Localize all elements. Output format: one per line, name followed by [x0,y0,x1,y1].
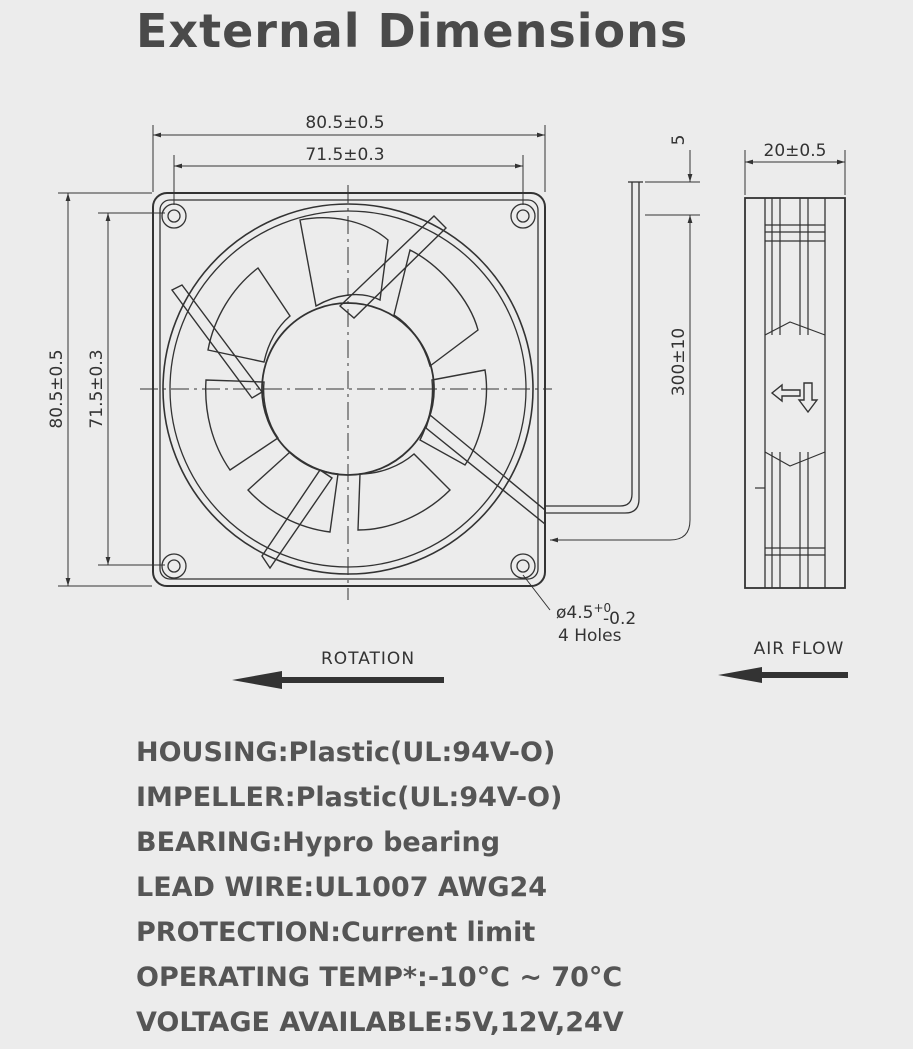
flow-indicator-icon [772,383,817,412]
hole-spacing-height-dim: 71.5±0.3 [87,349,107,429]
spec-lead-wire: LEAD WIRE:UL1007 AWG24 [136,872,548,903]
spec-voltage: VOLTAGE AVAILABLE:5V,12V,24V [136,1007,624,1038]
spec-operating-temp: OPERATING TEMP*:-10°C ~ 70°C [136,962,623,993]
lead-offset-dim: 5 [669,134,689,146]
lead-wires [545,182,643,513]
page-title: External Dimensions [136,4,689,58]
hole-count: 4 Holes [558,626,622,646]
spec-bearing: BEARING:Hypro bearing [136,827,501,858]
spec-list [136,730,624,1045]
hole-diameter-dim: $ø4.5^{+0}$ [556,601,612,623]
outer-width-dim: 80.5±0.5 [305,113,385,133]
lead-length-dim: 300±10 [669,327,689,397]
airflow-label: AIR FLOW [753,639,845,659]
spec-housing: HOUSING:Plastic(UL:94V-O) [136,737,556,768]
side-view [745,198,845,588]
spec-impeller: IMPELLER:Plastic(UL:94V-O) [136,782,563,813]
spec-protection: PROTECTION:Current limit [136,917,536,948]
rotation-arrow-icon [232,671,444,689]
airflow-arrow-icon [718,667,848,683]
outer-height-dim: 80.5±0.5 [47,349,67,429]
front-view [140,182,643,600]
hole-spacing-width-dim: 71.5±0.3 [305,145,385,165]
hole-tolerance-minus: -0.2 [603,609,637,629]
fan-blades [206,218,487,532]
dimension-lines [58,125,845,610]
thickness-dim: 20±0.5 [763,141,827,161]
rotation-label: ROTATION [320,649,416,669]
